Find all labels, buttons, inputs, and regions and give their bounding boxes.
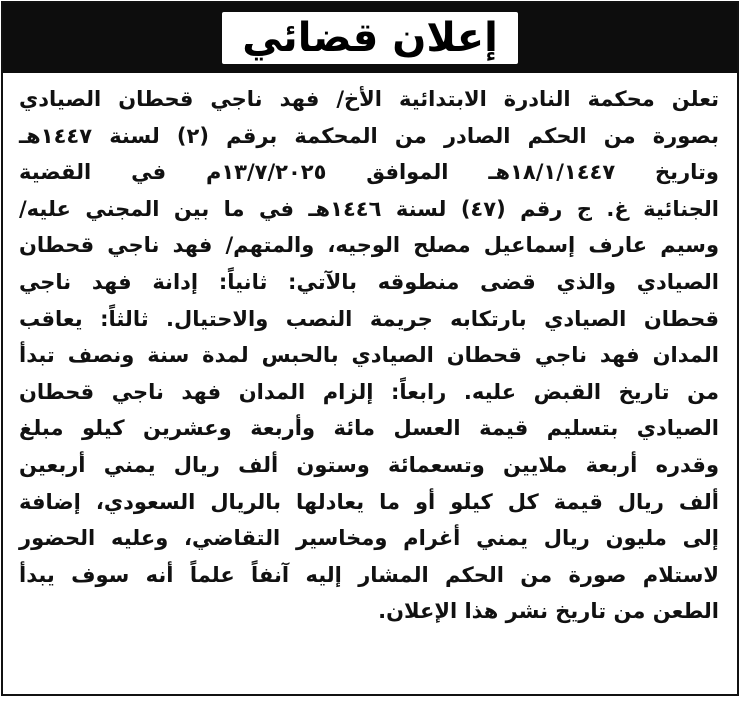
judicial-notice [1, 1, 739, 696]
notice-line: وتاريخ ١٨/١/١٤٤٧هـ الموافق ١٣/٧/٢٠٢٥م في القضية [19, 160, 719, 185]
notice-line: الصيادي والذي قضى منطوقه بالآتي: ثانياً: إدانة فهد ناجي [19, 269, 719, 294]
notice-line: إلى مليون ريال يمني أغرام ومخاسير التقاضي، وعليه الحضور [19, 526, 719, 551]
notice-line: وسيم عارف إسماعيل مصلح الوجيه، والمتهم/ فهد ناجي قحطان [19, 233, 719, 258]
notice-line: ألف ريال قيمة كل كيلو أو ما يعادلها بالريال السعودي، إضافة [19, 489, 719, 514]
notice-title: إعلان قضائي [222, 12, 518, 64]
header-bar [3, 3, 737, 73]
notice-line: من تاريخ القبض عليه. رابعاً: إلزام المدان فهد ناجي قحطان [19, 379, 719, 404]
notice-body [19, 81, 719, 630]
notice-line: المدان فهد ناجي قحطان الصيادي بالحبس لمدة سنة ونصف تبدأ [19, 343, 719, 368]
notice-line: وقدره أربعة ملايين وتسعمائة وستون ألف ريال يمني أربعين [19, 452, 719, 477]
notice-line: بصورة من الحكم الصادر من المحكمة برقم (٢) لسنة ١٤٤٧هـ [19, 123, 719, 148]
notice-line: الصيادي بتسليم قيمة العسل مائة وأربعة وعشرين كيلو مبلغ [19, 416, 719, 441]
notice-line: الجنائية غ. ج رقم (٤٧) لسنة ١٤٤٦هـ في ما بين المجني عليه/ [19, 196, 719, 221]
notice-line: الطعن من تاريخ نشر هذا الإعلان. [378, 599, 719, 624]
notice-line: تعلن محكمة النادرة الابتدائية الأخ/ فهد ناجي قحطان الصيادي [19, 87, 719, 111]
notice-line: لاستلام صورة من الحكم المشار إليه آنفاً علماً أنه سوف يبدأ [19, 562, 719, 587]
notice-line: قحطان الصيادي بارتكابه جريمة النصب والاحتيال. ثالثاً: يعاقب [19, 306, 719, 331]
